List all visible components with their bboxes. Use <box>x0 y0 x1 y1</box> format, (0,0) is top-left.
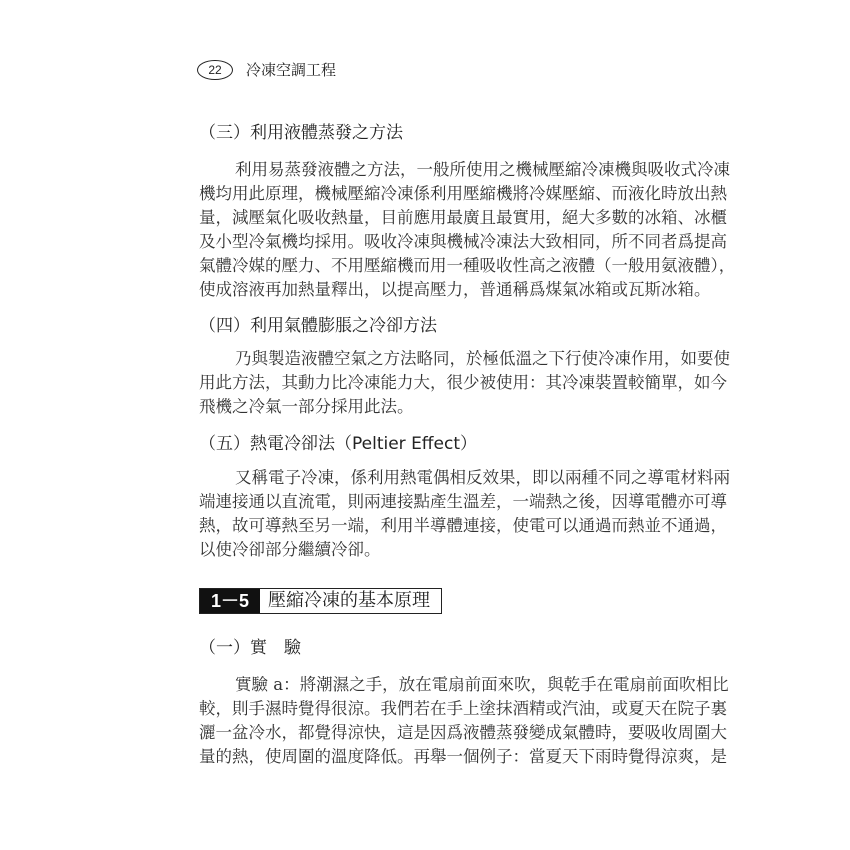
text-line: 又稱電子冷凍，係利用熱電偶相反效果，即以兩種不同之導電材料兩 <box>235 468 730 487</box>
chapter-section-title <box>199 588 442 614</box>
paragraph-5 <box>199 466 730 562</box>
text-line: 及小型冷氣機均採用。吸收冷凍與機械冷凍法大致相同，所不同者爲提高 <box>199 232 727 251</box>
section-heading-4: （四）利用氣體膨脹之冷卻方法 <box>199 316 437 336</box>
text-line: 端連接通以直流電，則兩連接點產生溫差，一端熱之後，因導電體亦可導 <box>199 492 727 511</box>
section-heading-5: （五）熱電冷卻法（Peltier Effect） <box>199 434 477 454</box>
text-line: 飛機之冷氣一部分採用此法。 <box>199 397 414 416</box>
text-line: 氣體冷媒的壓力、不用壓縮機而用一種吸收性高之液體（一般用氨液體）， <box>199 256 736 275</box>
text-line: 較，則手濕時覺得很涼。我們若在手上塗抹酒精或汽油，或夏天在院子裏 <box>199 699 727 718</box>
paragraph-3 <box>199 158 736 302</box>
text-line: 機均用此原理，機械壓縮冷凍係利用壓縮機將冷媒壓縮、而液化時放出熱 <box>199 184 727 203</box>
page-number: 22 <box>197 60 233 80</box>
text-line: 利用易蒸發液體之方法，一般所使用之機械壓縮冷凍機與吸收式冷凍 <box>235 160 730 179</box>
section-heading-3: （三）利用液體蒸發之方法 <box>199 123 403 143</box>
text-line: 使成溶液再加熱量釋出，以提高壓力，普通稱爲煤氣冰箱或瓦斯冰箱。 <box>199 280 711 299</box>
text-line: 量，減壓氣化吸收熱量，目前應用最廣且最實用，絕大多數的冰箱、冰櫃 <box>199 208 727 227</box>
paragraph-4 <box>199 347 730 419</box>
text-line: 用此方法，其動力比冷凍能力大，很少被使用：其冷凍裝置較簡單，如今 <box>199 373 727 392</box>
running-title: 冷凍空調工程 <box>246 61 337 79</box>
text-line: 灑一盆冷水，都覺得涼快，這是因爲液體蒸發變成氣體時，要吸收周圍大 <box>199 723 727 742</box>
section-number: 1－5 <box>200 589 260 613</box>
text-line: 量的熱，使周圍的溫度降低。再舉一個例子：當夏天下雨時覺得涼爽，是 <box>199 747 727 766</box>
section-title: 壓縮冷凍的基本原理 <box>268 590 430 611</box>
paragraph-experiment <box>199 673 729 769</box>
text-line: 乃與製造液體空氣之方法略同，於極低溫之下行使冷凍作用，如要使 <box>235 349 730 368</box>
text-line: 以使冷卻部分繼續冷卻。 <box>199 540 381 559</box>
subsection-heading: （一）實 驗 <box>199 638 301 658</box>
text-line: 實驗 a：將潮濕之手，放在電扇前面來吹，與乾手在電扇前面吹相比 <box>235 675 729 694</box>
text-line: 熱，故可導熱至另一端，利用半導體連接，使電可以通過而熱並不通過， <box>199 516 727 535</box>
